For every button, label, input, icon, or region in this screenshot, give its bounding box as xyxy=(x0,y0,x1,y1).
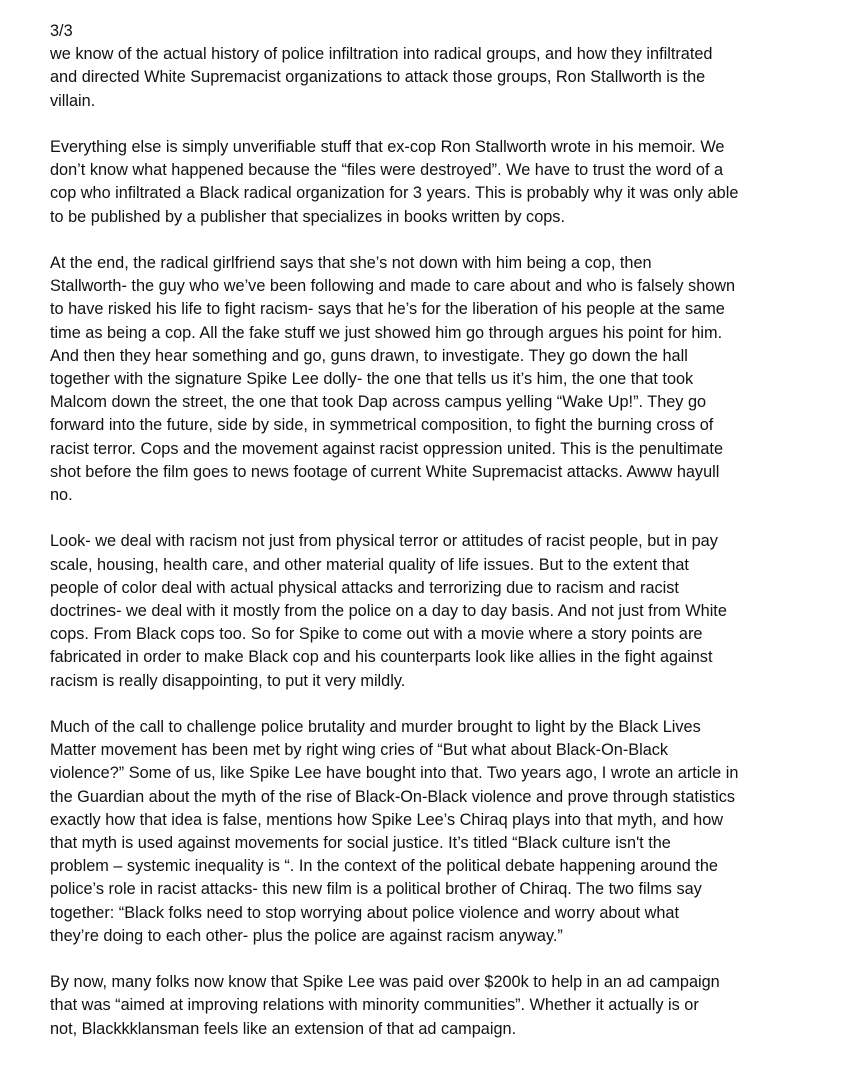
text-line: violence?” Some of us, like Spike Lee have bought into that. Two years ago, I wrote an article in xyxy=(50,764,739,783)
text-line: and directed White Supremacist organizations to attack those groups, Ron Stallworth is the xyxy=(50,68,706,87)
text-line: exactly how that idea is false, mentions how Spike Lee’s Chiraq plays into that myth, and how xyxy=(50,810,724,829)
text-line: together: “Black folks need to stop worrying about police violence and worry about what xyxy=(50,903,679,922)
text-line: shot before the film goes to news footage of current White Supremacist attacks. Awww hayull xyxy=(50,462,720,481)
text-line: cop who infiltrated a Black radical organization for 3 years. This is probably why it was only able xyxy=(50,184,739,203)
text-line: scale, housing, health care, and other material quality of life issues. But to the extent that xyxy=(50,555,689,574)
paragraph xyxy=(50,716,831,948)
text-line: to have risked his life to fight racism- says that he’s for the liberation of his people at the same xyxy=(50,300,725,319)
text-line: problem – systemic inequality is “. In the context of the political debate happening around the xyxy=(50,857,718,876)
text-line: that myth is used against movements for social justice. It’s titled “Black culture isn't the xyxy=(50,834,671,853)
text-line: forward into the future, side by side, in symmetrical composition, to fight the burning cross of xyxy=(50,416,714,435)
text-line: we know of the actual history of police infiltration into radical groups, and how they infiltrated xyxy=(50,45,713,64)
text-line: together with the signature Spike Lee dolly- the one that tells us it’s him, the one that took xyxy=(50,370,694,389)
paragraph xyxy=(50,43,831,113)
text-line: no. xyxy=(50,486,73,505)
text-line: fabricated in order to make Black cop and his counterparts look like allies in the fight against xyxy=(50,648,713,667)
paragraph xyxy=(50,971,831,1041)
text-line: Look- we deal with racism not just from physical terror or attitudes of racist people, but in pay xyxy=(50,532,718,551)
paragraph xyxy=(50,530,831,692)
text-line: doctrines- we deal with it mostly from the police on a day to day basis. And not just from White xyxy=(50,602,727,621)
text-line: they’re doing to each other- plus the police are against racism anyway.” xyxy=(50,926,563,945)
text-line: Malcom down the street, the one that took Dap across campus yelling “Wake Up!”. They go xyxy=(50,393,707,412)
text-line: By now, many folks now know that Spike Lee was paid over $200k to help in an ad campaign xyxy=(50,973,720,992)
paragraph xyxy=(50,136,831,229)
document-body xyxy=(50,43,831,1041)
text-line: not, Blackkklansman feels like an extension of that ad campaign. xyxy=(50,1019,517,1038)
text-line: Matter movement has been met by right wing cries of “But what about Black-On-Black xyxy=(50,741,669,760)
text-line: cops. From Black cops too. So for Spike to come out with a movie where a story points are xyxy=(50,625,703,644)
text-line: that was “aimed at improving relations with minority communities”. Whether it actually is or xyxy=(50,996,699,1015)
text-line: At the end, the radical girlfriend says that she’s not down with him being a cop, then xyxy=(50,254,652,272)
text-line: the Guardian about the myth of the rise of Black-On-Black violence and prove through statistics xyxy=(50,787,736,806)
text-line: villain. xyxy=(50,91,96,110)
text-line: racism is really disappointing, to put it very mildly. xyxy=(50,671,406,690)
text-line: time as being a cop. All the fake stuff we just showed him go through argues his point for him. xyxy=(50,323,723,342)
text-line: police’s role in racist attacks- this new film is a political brother of Chiraq. The two films say xyxy=(50,880,702,899)
text-line: to be published by a publisher that specializes in books written by cops. xyxy=(50,207,565,226)
text-line: people of color deal with actual physical attacks and terrorizing due to racism and racist xyxy=(50,578,679,597)
text-line: racist terror. Cops and the movement against racist oppression united. This is the penultimate xyxy=(50,439,724,458)
paragraph xyxy=(50,252,831,507)
page-number: 3/3 xyxy=(50,22,73,40)
text-line: don’t know what happened because the “files were destroyed”. We have to trust the word of a xyxy=(50,161,724,180)
text-line: And then they hear something and go, guns drawn, to investigate. They go down the hall xyxy=(50,346,688,365)
text-line: Stallworth- the guy who we’ve been following and made to care about and who is falsely shown xyxy=(50,277,736,296)
text-line: Everything else is simply unverifiable stuff that ex-cop Ron Stallworth wrote in his memoir. We xyxy=(50,138,725,156)
text-line: Much of the call to challenge police brutality and murder brought to light by the Black Lives xyxy=(50,718,701,737)
